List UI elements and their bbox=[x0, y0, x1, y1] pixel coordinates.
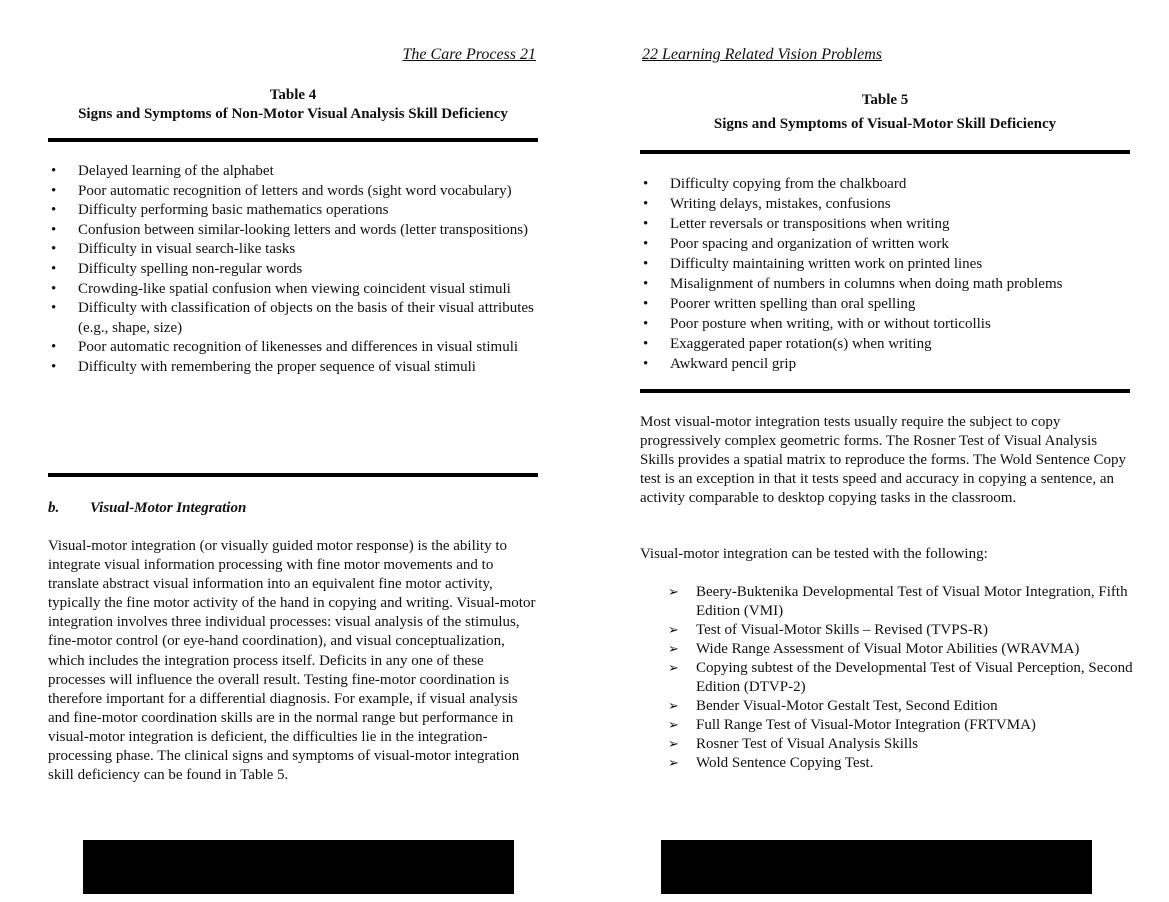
table-title: Signs and Symptoms of Visual-Motor Skill Deficiency bbox=[713, 116, 1057, 132]
running-head: The Care Process 21 bbox=[402, 46, 536, 63]
list-item: • Difficulty maintaining written work on printed lines bbox=[640, 254, 1130, 274]
right-page bbox=[640, 0, 1133, 902]
list-item: • Difficulty spelling non-regular words bbox=[48, 260, 538, 280]
section-heading bbox=[48, 500, 246, 517]
list-item: • Misalignment of numbers in columns when doing math problems bbox=[640, 274, 1130, 294]
running-head: 22 Learning Related Vision Problems bbox=[642, 46, 882, 63]
list-item: ➢ Wold Sentence Copying Test. bbox=[668, 754, 1138, 773]
list-item: • Difficulty performing basic mathematics operations bbox=[48, 201, 538, 221]
list-item: ➢ Test of Visual-Motor Skills – Revised (TVPS-R) bbox=[668, 621, 1138, 640]
list-item: ➢ Beery-Buktenika Developmental Test of Visual Motor Integration, Fifth Edition (VMI) bbox=[668, 583, 1138, 621]
table-caption bbox=[640, 88, 1130, 136]
list-item: • Letter reversals or transpositions when writing bbox=[640, 214, 1130, 234]
section-number: b. bbox=[48, 500, 60, 516]
list-item: • Difficulty copying from the chalkboard bbox=[640, 174, 1130, 194]
list-item: • Difficulty in visual search-like tasks bbox=[48, 240, 538, 260]
list-item: • Delayed learning of the alphabet bbox=[48, 162, 538, 182]
list-item: • Confusion between similar-looking letters and words (letter transpositions) bbox=[48, 221, 538, 241]
list-item: • Writing delays, mistakes, confusions bbox=[640, 194, 1130, 214]
list-item: • Exaggerated paper rotation(s) when writing bbox=[640, 334, 1130, 354]
table-bottom-rule bbox=[640, 389, 1130, 393]
redaction-bar bbox=[661, 840, 1092, 894]
table-caption bbox=[48, 86, 538, 124]
list-item: • Awkward pencil grip bbox=[640, 354, 1130, 374]
table-top-rule bbox=[640, 150, 1130, 154]
left-page bbox=[48, 0, 538, 902]
list-item: ➢ Full Range Test of Visual-Motor Integration (FRTVMA) bbox=[668, 716, 1138, 735]
list-item: • Crowding-like spatial confusion when viewing coincident visual stimuli bbox=[48, 280, 538, 300]
table-top-rule bbox=[48, 138, 538, 142]
test-list bbox=[668, 583, 1138, 773]
list-item: ➢ Wide Range Assessment of Visual Motor Abilities (WRAVMA) bbox=[668, 640, 1138, 659]
list-item: • Poor automatic recognition of letters and words (sight word vocabulary) bbox=[48, 182, 538, 202]
table-number: Table 4 bbox=[269, 87, 317, 103]
symptom-list bbox=[640, 174, 1130, 374]
list-item: ➢ Bender Visual-Motor Gestalt Test, Second Edition bbox=[668, 697, 1138, 716]
section-title: Visual-Motor Integration bbox=[90, 500, 247, 516]
list-item: • Difficulty with classification of objects on the basis of their visual attributes (e.g., shape, size) bbox=[48, 299, 538, 338]
list-item: • Poor spacing and organization of written work bbox=[640, 234, 1130, 254]
list-item: ➢ Rosner Test of Visual Analysis Skills bbox=[668, 735, 1138, 754]
list-item: • Poor automatic recognition of likenesses and differences in visual stimuli bbox=[48, 338, 538, 358]
body-paragraph: Visual-motor integration (or visually guided motor response) is the ability to integrate visual information processing with fine motor movements and to translate abstract visual information into an equivalent fine motor activity, typically the fine motor activity of the hand in copying and writing. Visual-motor integration involves three individual processes: visual analysis of the stimulus, fine-motor control (or eye-hand coordination), and visual conceptualization, which includes the integration process itself. Deficits in any one of these processes will influence the overall result. Testing fine-motor coordination is therefore important for a differential diagnosis. For example, if visual analysis and fine-motor coordination skills are in the normal range but performance in visual-motor integration is deficient, the difficulties lie in the integration-processing phase. The clinical signs and symptoms of visual-motor integration skill deficiency can be found in Table 5. bbox=[48, 538, 536, 784]
list-item: • Poorer written spelling than oral spelling bbox=[640, 294, 1130, 314]
list-item: • Difficulty with remembering the proper sequence of visual stimuli bbox=[48, 358, 538, 378]
symptom-list bbox=[48, 162, 538, 378]
table-number: Table 5 bbox=[861, 92, 909, 108]
intro-text: Visual-motor integration can be tested with the following: bbox=[640, 546, 988, 562]
table-bottom-rule bbox=[48, 473, 538, 477]
list-item: ➢ Copying subtest of the Developmental Test of Visual Perception, Second Edition (DTVP-2) bbox=[668, 659, 1138, 697]
list-item: • Poor posture when writing, with or without torticollis bbox=[640, 314, 1130, 334]
body-paragraph: Most visual-motor integration tests usually require the subject to copy progressively complex geometric forms. The Rosner Test of Visual Analysis Skills provides a spatial matrix to reproduce the forms. The Wold Sentence Copy test is an exception in that it tests speed and accuracy in copying a sentence, an activity comparable to desktop copying tasks in the classroom. bbox=[640, 414, 1127, 507]
redaction-bar bbox=[83, 840, 514, 894]
table-title: Signs and Symptoms of Non-Motor Visual Analysis Skill Deficiency bbox=[78, 106, 508, 122]
